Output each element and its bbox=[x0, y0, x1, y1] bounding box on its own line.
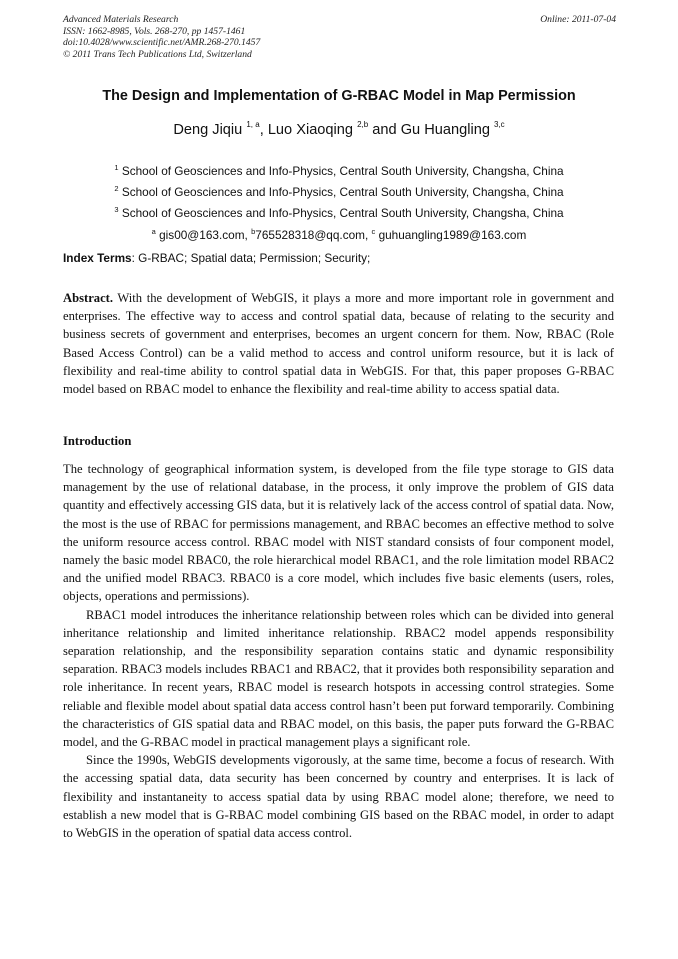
author-sep: and bbox=[368, 121, 401, 138]
abstract-label: Abstract. bbox=[63, 291, 114, 305]
doi-line: doi:10.4028/www.scientific.net/AMR.268-270.1457 bbox=[63, 37, 261, 49]
author-sup: 1, a bbox=[246, 120, 260, 129]
journal-name: Advanced Materials Research bbox=[63, 14, 179, 25]
affiliation-sup: 1 bbox=[114, 163, 119, 172]
affiliation-sup: 3 bbox=[114, 205, 119, 215]
author-name: Luo Xiaoqing bbox=[267, 121, 354, 138]
email-link[interactable]: 765528318@qq.com, bbox=[255, 227, 372, 242]
affiliation bbox=[40, 180, 638, 201]
paragraph: The technology of geographical information system, is developed from the file type storage to GIS data management by the use of relational database, in the process, it only improve the problem of GIS data quantity and effectively accessing GIS data, but it is relatively lack of the access control of spatial data. Now, the most is the use of RBAC for permissions management, and RBAC becomes an effective method to solve the uniform resource access control. RBAC model with NIST standard consists of four component model, namely the basic model RBAC0, the role hierarchical model RBAC1, and the role limitation model RBAC2 and the unified model RBAC3. RBAC0 is a core model, which includes five basic elements (users, roles, objects, operations and permissions). bbox=[63, 462, 614, 604]
abstract bbox=[63, 289, 614, 398]
affiliation-text: School of Geosciences and Info-Physics, Central South University, Changsha, China bbox=[121, 206, 564, 221]
online-date: Online: 2011-07-04 bbox=[540, 14, 616, 25]
copyright-line: © 2011 Trans Tech Publications Ltd, Switzerland bbox=[63, 48, 252, 60]
email-sup: b bbox=[251, 226, 256, 236]
index-terms-label: Index Terms bbox=[63, 251, 132, 265]
paragraph: RBAC1 model introduces the inheritance relationship between roles which can be divided into general inheritance relationship and limited inheritance relationship. RBAC2 model appends responsibility separation relationship, and the responsibility separation contains static and dynamic responsibility separation. RBAC3 models includes RBAC1 and RBAC2, that it provides both responsibility separation and role inheritance. In recent years, RBAC model is research hotspots in accessing control strategies. Some reliable and flexible model about spatial data access control hasn’t been put forward temporarily. Combining the characteristics of GIS spatial data and RBAC model, on this basis, the paper puts forward the G-RBAC model, and the G-RBAC model in practical management plays a significant role. bbox=[63, 607, 614, 750]
affiliation-text: School of Geosciences and Info-Physics, Central South University, Changsha, China bbox=[121, 185, 564, 200]
author-name: Deng Jiqiu bbox=[173, 121, 243, 138]
author-name: Gu Huangling bbox=[400, 121, 490, 138]
index-terms-text: : G-RBAC; Spatial data; Permission; Security; bbox=[131, 251, 371, 265]
email-sup: c bbox=[371, 226, 376, 236]
issn-line: ISSN: 1662-8985, Vols. 268-270, pp 1457-1461 bbox=[63, 25, 246, 37]
journal-header bbox=[63, 14, 260, 60]
author-sup: 2,b bbox=[357, 120, 369, 129]
email-sup: a bbox=[151, 226, 156, 236]
affiliation bbox=[40, 201, 638, 222]
abstract-text: With the development of WebGIS, it plays a more and more important role in government and enterprises. The effective way to access and control spatial data, because of relating to the security and business secrets of government and enterprises, becomes an urgent concern for them. Now, RBAC (Role Based Access Control) can be a valid method to access and control uniform resource, but it is lack of flexibility and real-time ability to control spatial data in WebGIS. For that, this paper proposes G-RBAC model based on RBAC model to enhance the flexibility and real-time ability to access spatial data. bbox=[63, 291, 614, 397]
introduction-body bbox=[63, 460, 614, 842]
author-sup: 3,c bbox=[494, 120, 505, 129]
affiliation-text: School of Geosciences and Info-Physics, Central South University, Changsha, China bbox=[121, 163, 564, 178]
affiliation-list bbox=[40, 159, 638, 244]
paragraph: Since the 1990s, WebGIS developments vigorously, at the same time, become a focus of research. With the accessing spatial data, data security has been concerned by country and enterprises. It is lack of flexibility and instantaneity to access spatial data by using RBAC model alone; therefore, we need to establish a new model that is G-RBAC model combining GIS based on the RBAC model, in order to adapt to WebGIS in the operation of spatial data access control. bbox=[63, 753, 614, 841]
email-link[interactable]: guhuangling1989@163.com bbox=[378, 227, 527, 242]
index-terms bbox=[63, 251, 370, 265]
author-list bbox=[40, 121, 638, 138]
affiliation bbox=[40, 159, 638, 180]
paper-title: The Design and Implementation of G-RBAC Model in Map Permission bbox=[102, 88, 576, 104]
affiliation-sup: 2 bbox=[114, 184, 119, 194]
author-sep: , bbox=[259, 121, 268, 138]
email-line bbox=[40, 223, 638, 244]
email-link[interactable]: gis00@163.com, bbox=[159, 227, 252, 242]
section-heading-introduction: Introduction bbox=[63, 434, 132, 448]
